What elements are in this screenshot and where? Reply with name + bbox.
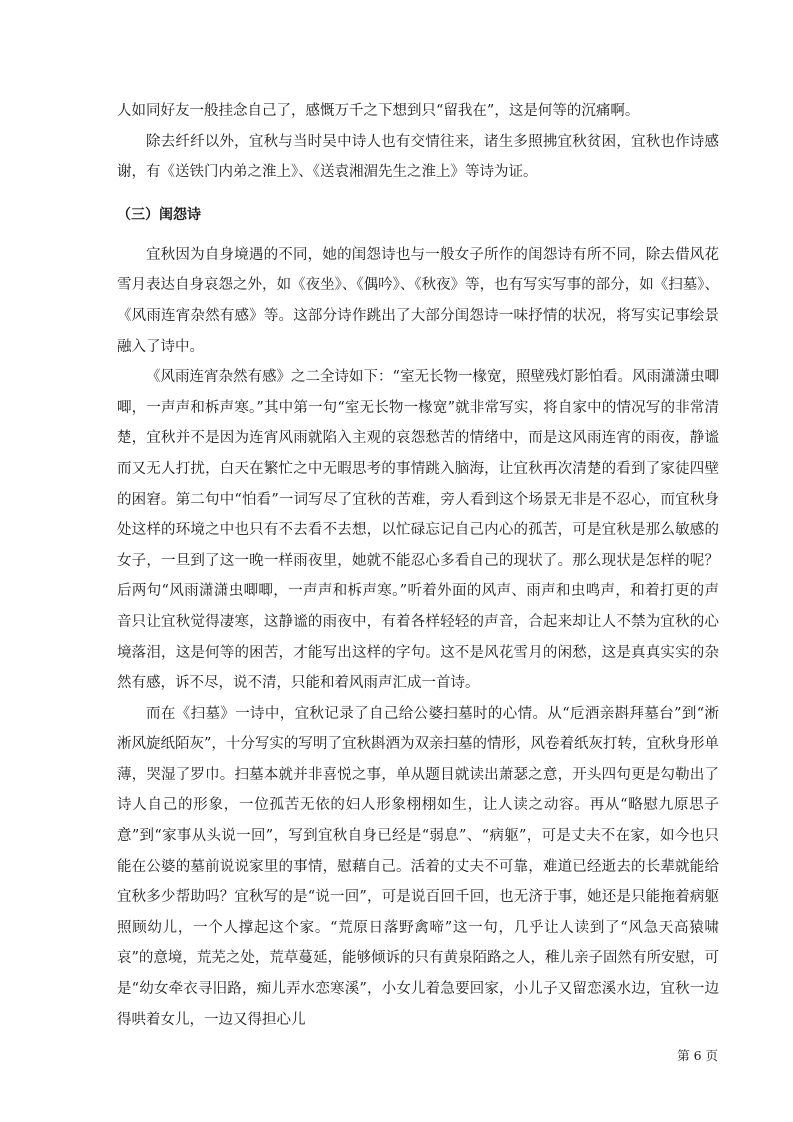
section-heading: （三）闺怨诗 — [117, 206, 201, 223]
paragraph-intro-guiyuan: 宜秋因为自身境遇的不同，她的闺怨诗也与一般女子所作的闺怨诗有所不同，除去借风花雪月表达自身哀怨之外，如《夜坐》、《偶吟》、《秋夜》等，也有写实写事的部分，如《扫墓》、《风雨连宵杂然有感》等。这部分诗作跳出了大部分闺怨诗一味抒情的状况，将写实记事绘景融入了诗中。 — [117, 246, 719, 355]
paragraph-poets-exchange: 除去纤纤以外，宜秋与当时吴中诗人也有交情往来，诸生多照拂宜秋贫困，宜秋也作诗感谢，有《送铁门内弟之淮上》、《送袁湘湄先生之淮上》等诗为证。 — [117, 133, 719, 181]
body-text — [117, 96, 719, 1035]
paragraph-saomu-poem: 而在《扫墓》一诗中，宜秋记录了自己给公婆扫墓时的心情。从“卮酒亲斟拜墓台”到“淅淅风旋纸陌灰”，十分写实的写明了宜秋斟酒为双亲扫墓的情形，风卷着纸灰打转，宜秋身形单薄，哭湿了罗巾。扫墓本就并非喜悦之事，单从题目就读出萧瑟之意，开头四句更是勾勒出了诗人自己的形象，一位孤苦无依的妇人形象栩栩如生，让人读之动容。再从“略慰九原思子意”到“家事从头说一回”，写到宜秋自身已经是“弱息”、“病躯”，可是丈夫不在家，如今也只能在公婆的墓前说说家里的事情，慰藉自己。活着的丈夫不可靠，难道已经逝去的长辈就能给宜秋多少帮助吗？宜秋写的是“说一回”，可是说百回千回，也无济于事，她还是只能拖着病躯照顾幼儿，一个人撑起这个家。“荒原日落野禽啼”这一句，几乎让人读到了“风急天高猿啸哀”的意境，荒芜之处，荒草蔓延，能够倾诉的只有黄泉陌路之人，稚儿亲子固然有所安慰，可是“幼女牵衣寻旧路，痴儿弄水恋寒溪”，小女儿着急要回家，小儿子又留恋溪水边，宜秋一边得哄着女儿，一边又得担心儿 — [117, 705, 719, 1028]
paragraph-continuation: 人如同好友一般挂念自己了，感慨万千之下想到只“留我在”，这是何等的沉痛啊。 — [117, 103, 640, 119]
page-number: 第 6 页 — [677, 1048, 718, 1063]
paragraph-fengyu-poem: 《风雨连宵杂然有感》之二全诗如下：“室无长物一椽宽，照壁残灯影怕看。风雨潇潇虫唧唧，一声声和柝声寒。”其中第一句“室无长物一椽宽”就非常写实，将自家中的情况写的非常清楚，宜秋并不是因为连宵风雨就陷入主观的哀怨愁苦的情绪中，而是这风雨连宵的雨夜，静谧而又无人打扰，白天在繁忙之中无暇思考的事情跳入脑海，让宜秋再次清楚的看到了家徒四壁的困窘。第二句中“怕看”一词写尽了宜秋的苦难，旁人看到这个场景无非是不忍心，而宜秋身处这样的环境之中也只有不去看不去想，以忙碌忘记自己内心的孤苦，可是宜秋是那么敏感的女子，一旦到了这一晚一样雨夜里，她就不能忍心多看自己的现状了。那么现状是怎样的呢？后两句“风雨潇潇虫唧唧，一声声和柝声寒。”听着外面的风声、雨声和虫鸣声，和着打更的声音只让宜秋觉得凄寒，这静谧的雨夜中，有着各样轻轻的声音，合起来却让人不禁为宜秋的心境落泪，这是何等的困苦，才能写出这样的字句。这不是风花雪月的闲愁，这是真真实实的杂然有感，诉不尽，说不清，只能和着风雨声汇成一首诗。 — [117, 369, 719, 692]
